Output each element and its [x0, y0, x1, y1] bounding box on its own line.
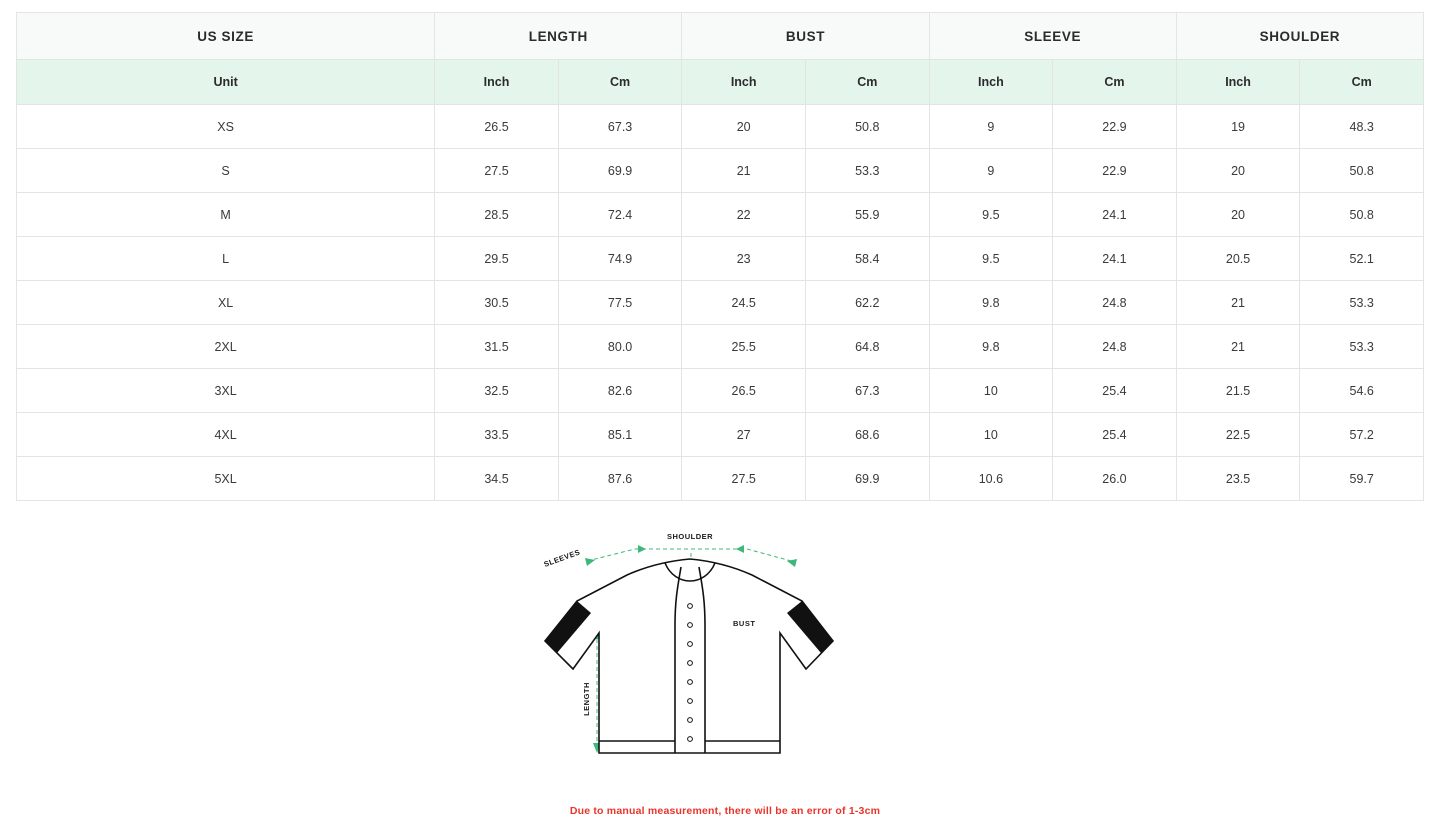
cell-shoulder-cm: 48.3: [1300, 105, 1424, 149]
cell-sleeve-inch: 10: [929, 369, 1053, 413]
unit-header-sleeve-cm: Cm: [1053, 60, 1177, 105]
cell-length-cm: 72.4: [558, 193, 682, 237]
cell-size: 4XL: [17, 413, 435, 457]
table-row: [17, 413, 1424, 457]
table-row: [17, 325, 1424, 369]
cell-shoulder-inch: 22.5: [1176, 413, 1300, 457]
cell-bust-cm: 69.9: [805, 457, 929, 501]
cell-size: XL: [17, 281, 435, 325]
cell-bust-inch: 26.5: [682, 369, 806, 413]
table-row: [17, 193, 1424, 237]
cell-length-inch: 26.5: [435, 105, 559, 149]
label-bust: BUST: [733, 619, 756, 628]
cell-size: 2XL: [17, 325, 435, 369]
jersey-diagram-svg: [515, 529, 935, 799]
cell-sleeve-cm: 22.9: [1053, 149, 1177, 193]
cell-size: S: [17, 149, 435, 193]
group-header-sleeve: SLEEVE: [929, 13, 1176, 60]
cell-bust-cm: 50.8: [805, 105, 929, 149]
cell-shoulder-cm: 50.8: [1300, 149, 1424, 193]
cell-size: XS: [17, 105, 435, 149]
cell-bust-cm: 68.6: [805, 413, 929, 457]
cell-bust-cm: 53.3: [805, 149, 929, 193]
group-header-us-size: US SIZE: [17, 13, 435, 60]
cell-length-inch: 28.5: [435, 193, 559, 237]
cell-length-inch: 27.5: [435, 149, 559, 193]
unit-header-unit: Unit: [17, 60, 435, 105]
cell-bust-inch: 27.5: [682, 457, 806, 501]
table-row: [17, 369, 1424, 413]
cell-sleeve-inch: 10.6: [929, 457, 1053, 501]
cell-length-inch: 31.5: [435, 325, 559, 369]
cell-bust-inch: 25.5: [682, 325, 806, 369]
cell-bust-inch: 20: [682, 105, 806, 149]
cell-bust-cm: 55.9: [805, 193, 929, 237]
jersey-outline: [545, 559, 833, 753]
cell-length-cm: 74.9: [558, 237, 682, 281]
cell-sleeve-inch: 9.5: [929, 193, 1053, 237]
unit-header-length-cm: Cm: [558, 60, 682, 105]
cell-bust-cm: 67.3: [805, 369, 929, 413]
group-header-bust: BUST: [682, 13, 929, 60]
cell-shoulder-inch: 20.5: [1176, 237, 1300, 281]
cell-shoulder-inch: 21.5: [1176, 369, 1300, 413]
cell-sleeve-cm: 24.1: [1053, 193, 1177, 237]
cell-length-inch: 29.5: [435, 237, 559, 281]
table-row: [17, 105, 1424, 149]
measurement-note: Due to manual measurement, there will be an error of 1-3cm: [569, 805, 881, 817]
label-length: LENGTH: [582, 682, 591, 716]
cell-sleeve-inch: 9.5: [929, 237, 1053, 281]
cell-length-inch: 32.5: [435, 369, 559, 413]
cell-bust-inch: 23: [682, 237, 806, 281]
table-row: [17, 237, 1424, 281]
cell-bust-cm: 58.4: [805, 237, 929, 281]
cell-length-cm: 67.3: [558, 105, 682, 149]
cell-length-cm: 85.1: [558, 413, 682, 457]
cell-sleeve-inch: 9: [929, 149, 1053, 193]
unit-header-sleeve-inch: Inch: [929, 60, 1053, 105]
cell-sleeve-cm: 24.8: [1053, 325, 1177, 369]
group-header-row: [17, 13, 1424, 60]
cell-shoulder-inch: 20: [1176, 149, 1300, 193]
size-table: [16, 12, 1424, 501]
table-header: [17, 13, 1424, 105]
cell-bust-inch: 27: [682, 413, 806, 457]
cell-sleeve-cm: 25.4: [1053, 413, 1177, 457]
unit-header-bust-cm: Cm: [805, 60, 929, 105]
cell-length-cm: 69.9: [558, 149, 682, 193]
unit-header-shoulder-inch: Inch: [1176, 60, 1300, 105]
cell-sleeve-cm: 22.9: [1053, 105, 1177, 149]
cell-bust-cm: 62.2: [805, 281, 929, 325]
cell-bust-inch: 24.5: [682, 281, 806, 325]
cell-shoulder-cm: 50.8: [1300, 193, 1424, 237]
cell-bust-inch: 21: [682, 149, 806, 193]
cell-shoulder-cm: 53.3: [1300, 325, 1424, 369]
cell-sleeve-cm: 24.8: [1053, 281, 1177, 325]
cell-shoulder-inch: 21: [1176, 281, 1300, 325]
cell-shoulder-inch: 19: [1176, 105, 1300, 149]
cell-length-inch: 33.5: [435, 413, 559, 457]
cell-length-cm: 82.6: [558, 369, 682, 413]
cell-size: M: [17, 193, 435, 237]
cell-shoulder-cm: 52.1: [1300, 237, 1424, 281]
unit-header-row: [17, 60, 1424, 105]
cell-sleeve-cm: 26.0: [1053, 457, 1177, 501]
cell-size: 5XL: [17, 457, 435, 501]
cell-length-cm: 87.6: [558, 457, 682, 501]
group-header-length: LENGTH: [435, 13, 682, 60]
cell-sleeve-inch: 9.8: [929, 281, 1053, 325]
table-row: [17, 457, 1424, 501]
unit-header-shoulder-cm: Cm: [1300, 60, 1424, 105]
cell-length-inch: 34.5: [435, 457, 559, 501]
cell-shoulder-inch: 21: [1176, 325, 1300, 369]
measurement-diagram: [515, 529, 935, 817]
group-header-shoulder: SHOULDER: [1176, 13, 1423, 60]
cell-shoulder-cm: 59.7: [1300, 457, 1424, 501]
cell-size: L: [17, 237, 435, 281]
cell-sleeve-inch: 9.8: [929, 325, 1053, 369]
size-chart-page: [0, 12, 1450, 817]
cell-bust-cm: 64.8: [805, 325, 929, 369]
cell-length-inch: 30.5: [435, 281, 559, 325]
cell-length-cm: 77.5: [558, 281, 682, 325]
cell-sleeve-cm: 25.4: [1053, 369, 1177, 413]
unit-header-length-inch: Inch: [435, 60, 559, 105]
label-sleeves: SLEEVES: [542, 547, 582, 569]
cell-sleeve-inch: 9: [929, 105, 1053, 149]
cell-sleeve-inch: 10: [929, 413, 1053, 457]
cell-shoulder-inch: 23.5: [1176, 457, 1300, 501]
cell-shoulder-cm: 53.3: [1300, 281, 1424, 325]
cell-shoulder-inch: 20: [1176, 193, 1300, 237]
cell-sleeve-cm: 24.1: [1053, 237, 1177, 281]
unit-header-bust-inch: Inch: [682, 60, 806, 105]
cell-bust-inch: 22: [682, 193, 806, 237]
cell-length-cm: 80.0: [558, 325, 682, 369]
table-row: [17, 149, 1424, 193]
cell-size: 3XL: [17, 369, 435, 413]
label-shoulder: SHOULDER: [666, 532, 714, 541]
table-body: [17, 105, 1424, 501]
table-row: [17, 281, 1424, 325]
size-table-container: [16, 12, 1424, 501]
cell-shoulder-cm: 57.2: [1300, 413, 1424, 457]
cell-shoulder-cm: 54.6: [1300, 369, 1424, 413]
